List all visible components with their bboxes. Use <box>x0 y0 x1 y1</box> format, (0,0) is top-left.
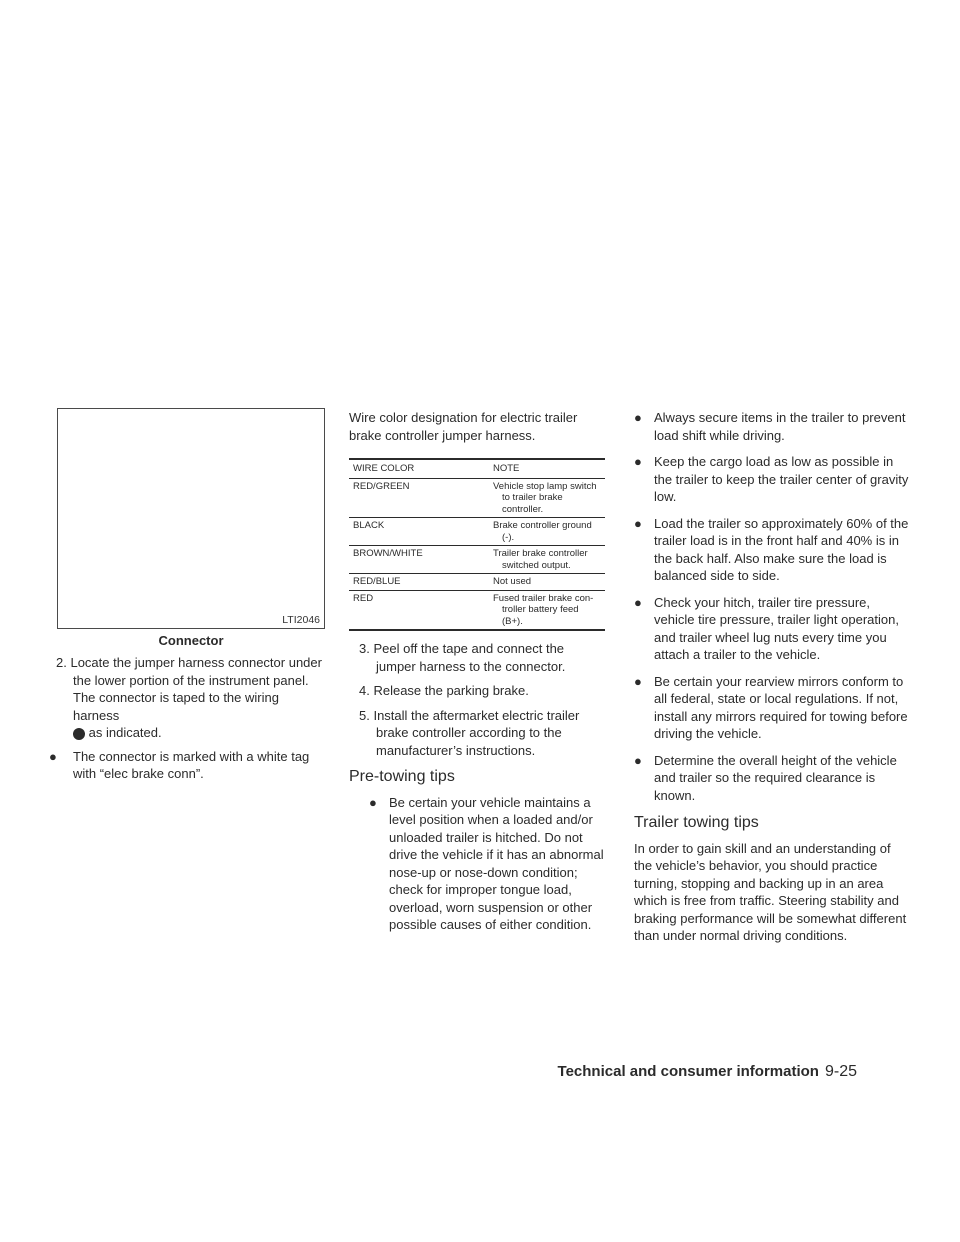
step-5: 5. Install the aftermarket electric trailer brake controller according to the manufacturer’s instructions. <box>359 707 580 758</box>
bullet-glyph: ● <box>634 515 642 531</box>
right-bullet-text: Keep the cargo load as low as possible in the trailer to keep the trailer center of gravity low. <box>654 454 909 504</box>
note-cell <box>487 546 605 574</box>
note-cell <box>487 574 605 591</box>
footer-section-title: Technical and consumer information <box>557 1063 819 1080</box>
table-row <box>349 590 605 630</box>
callout-1-marker: 1 <box>73 728 85 740</box>
bullet-glyph: ● <box>634 673 642 689</box>
note-line-1: Fused trailer brake con- <box>493 592 594 604</box>
figure-caption: Connector <box>158 633 224 648</box>
table-header-row <box>349 459 605 478</box>
left-bullet-text: The connector is marked with a white tag with “elec brake conn”. <box>73 748 310 781</box>
bullet-glyph: ● <box>634 752 642 768</box>
figure-id-label: LTI2046 <box>282 614 320 626</box>
note-line-1: Vehicle stop lamp switch <box>493 480 597 492</box>
wire-color-cell: BROWN/WHITE <box>353 548 423 559</box>
step-4: 4. Release the parking brake. <box>359 683 529 698</box>
wire-color-cell: BLACK <box>353 520 385 531</box>
right-bullet <box>634 594 912 664</box>
wire-color-cell: RED/BLUE <box>353 576 401 587</box>
page-footer <box>558 1063 857 1081</box>
pre-towing-heading: Pre-towing tips <box>349 768 455 785</box>
right-bullet <box>634 515 912 585</box>
table-row <box>349 518 605 546</box>
step-2 <box>49 654 327 742</box>
right-bullet-text: Load the trailer so approximately 60% of the trailer load is in the front half and 40% is in the back half. Also make sure the load is balanced side to side. <box>654 515 909 583</box>
right-column <box>634 409 912 945</box>
middle-column <box>349 409 607 934</box>
note-cell <box>487 518 605 546</box>
right-bullet <box>634 752 912 805</box>
right-bullet-text: Determine the overall height of the vehicle and trailer so the required clearance is known. <box>654 752 897 803</box>
wire-color-cell: RED/GREEN <box>353 480 410 492</box>
step-2-text: Locate the jumper harness connector under the lower portion of the instrument panel. The connector is taped to the wiring harness <box>70 655 322 723</box>
table-intro: Wire color designation for electric trailer brake controller jumper harness. <box>349 410 578 443</box>
bullet-glyph: ● <box>634 454 642 469</box>
note-line-2: to trailer brake controller. <box>502 492 563 515</box>
bullet-glyph: ● <box>634 594 642 610</box>
note-line-1: Brake controller ground <box>493 520 592 531</box>
table-row <box>349 574 605 591</box>
bullet-glyph: ● <box>369 794 377 810</box>
bullet-glyph: ● <box>49 748 57 764</box>
note-line-2: switched output. <box>502 559 571 571</box>
connector-figure <box>57 408 325 629</box>
note-line-1: Not used <box>493 576 532 587</box>
pre-towing-bullet-text: Be certain your vehicle maintains a level position when a loaded and/or unloaded trailer is hitched. Do not drive the vehicle if it has an abnormal nose-up or nose-down condition; check for improper tongue load, overload, worn suspension or other possible causes of either condition. <box>389 794 604 932</box>
note-cell <box>487 478 605 518</box>
note-line-2: (-). <box>502 531 515 543</box>
trailer-towing-paragraph: In order to gain skill and an understanding of the vehicle’s behavior, you should practice turning, stopping and backing up in an area which is free from traffic. Steering stability and braking performance will be somewhat different than under normal driving conditions. <box>634 840 907 943</box>
header-wire-color: WIRE COLOR <box>353 463 415 474</box>
left-bullet <box>49 748 327 783</box>
page-number: 9-25 <box>824 1063 857 1080</box>
note-line-2: troller battery feed (B+). <box>502 604 579 627</box>
note-line-1: Trailer brake controller <box>493 548 588 559</box>
wire-color-table <box>349 458 605 631</box>
wire-color-cell: RED <box>353 592 374 604</box>
header-note: NOTE <box>493 463 520 474</box>
right-bullet-text: Be certain your rearview mirrors conform to all federal, state or local regulations. If not, install any mirrors required for towing before driving the vehicle. <box>654 673 908 741</box>
pre-towing-bullet <box>369 794 607 934</box>
table-row <box>349 478 605 518</box>
right-bullet-text: Always secure items in the trailer to prevent load shift while driving. <box>654 410 906 443</box>
right-bullet-text: Check your hitch, trailer tire pressure, vehicle tire pressure, trailer light operation, and trailer wheel lug nuts every time you attach a trailer to the vehicle. <box>654 594 899 662</box>
right-bullet <box>634 453 912 506</box>
bullet-glyph: ● <box>634 410 642 425</box>
note-cell <box>487 590 605 630</box>
step-2-number: 2. <box>56 655 67 670</box>
trailer-towing-heading: Trailer towing tips <box>634 814 759 831</box>
step-2-tail: as indicated. <box>88 725 162 740</box>
step-3: 3. Peel off the tape and connect the jumper harness to the connector. <box>359 641 566 674</box>
right-bullet <box>634 409 912 444</box>
right-bullet <box>634 673 912 743</box>
table-row <box>349 546 605 574</box>
left-column <box>49 654 327 783</box>
